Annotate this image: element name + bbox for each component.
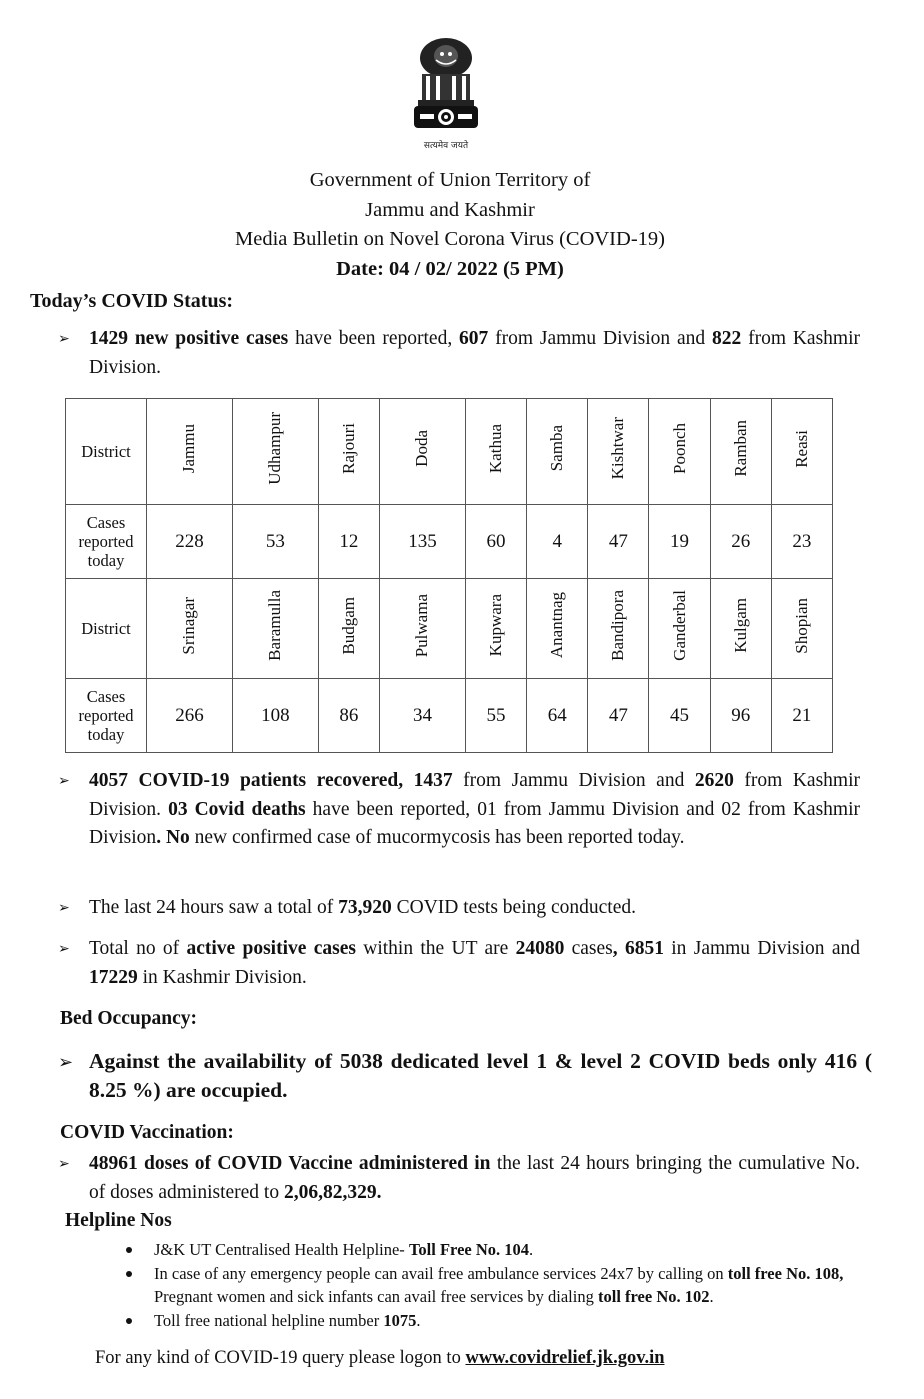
district-cell bbox=[588, 579, 649, 679]
list-item bbox=[120, 1262, 880, 1309]
footer-text: For any kind of COVID-19 query please logon to bbox=[95, 1348, 466, 1368]
helpline-number: 1075 bbox=[383, 1310, 417, 1330]
district-name: Poonch bbox=[669, 423, 689, 474]
district-cell bbox=[318, 399, 379, 505]
header-line-3: Media Bulletin on Novel Corona Virus (COVID-19) bbox=[235, 228, 665, 250]
mucormycosis-no: . No bbox=[156, 827, 190, 848]
tests-item bbox=[60, 894, 860, 923]
bulletin-header bbox=[0, 166, 900, 284]
header-line-2: Jammu and Kashmir bbox=[365, 198, 535, 221]
cases-cell: 26 bbox=[710, 505, 771, 579]
arrow-bullet-icon: ➢ bbox=[58, 1052, 74, 1073]
active-cases-item bbox=[60, 935, 860, 992]
district-cell bbox=[527, 579, 588, 679]
district-name: Samba bbox=[547, 425, 567, 472]
district-name: Ganderbal bbox=[669, 590, 689, 661]
text: . bbox=[416, 1310, 421, 1330]
cases-cell: 34 bbox=[380, 679, 466, 753]
district-cell bbox=[232, 579, 318, 679]
cases-cell: 266 bbox=[147, 679, 233, 753]
cases-cell: 19 bbox=[649, 505, 710, 579]
jammu-new-cases: 607 bbox=[459, 328, 489, 349]
district-name: Kishtwar bbox=[608, 417, 628, 480]
text: from Kashmir Division. bbox=[89, 770, 860, 820]
text: cases bbox=[564, 938, 613, 959]
text: from Kashmir Division. bbox=[89, 328, 860, 378]
text: . bbox=[529, 1240, 534, 1259]
text: The last 24 hours saw a total of bbox=[89, 897, 339, 918]
cases-cell: 96 bbox=[710, 679, 771, 753]
district-cell bbox=[527, 399, 588, 505]
district-name: Budgam bbox=[338, 596, 358, 655]
bullet-dot-icon bbox=[126, 1318, 132, 1324]
text: in Jammu Division and bbox=[663, 938, 860, 959]
kashmir-new-cases: 822 bbox=[712, 328, 742, 349]
district-name: Ramban bbox=[730, 420, 750, 477]
tests-count: 73,920 bbox=[338, 897, 392, 918]
bed-occupancy-title: Bed Occupancy: bbox=[60, 1008, 198, 1029]
new-cases-item bbox=[60, 325, 860, 382]
district-name: Srinagar bbox=[179, 596, 199, 655]
bullet-dot-icon bbox=[126, 1247, 132, 1253]
district-name: Kupwara bbox=[486, 594, 506, 657]
arrow-bullet-icon: ➢ bbox=[58, 941, 70, 957]
kashmir-recovered: 2620 bbox=[694, 770, 734, 791]
cases-cell: 47 bbox=[588, 505, 649, 579]
bulletin-date: Date: 04 / 02/ 2022 (5 PM) bbox=[336, 257, 564, 280]
recovered-item bbox=[60, 767, 860, 853]
arrow-bullet-icon: ➢ bbox=[58, 331, 70, 347]
text: active positive cases bbox=[186, 938, 356, 959]
arrow-bullet-icon: ➢ bbox=[58, 1156, 70, 1172]
district-cell bbox=[710, 399, 771, 505]
table-row bbox=[66, 679, 833, 753]
bed-occupancy-text: Against the availability of 5038 dedicated level 1 & level 2 COVID beds only 416 ( 8.25 %) are occupied. bbox=[89, 1049, 872, 1102]
cases-cell: 86 bbox=[318, 679, 379, 753]
text: J&K UT Centralised Health Helpline- bbox=[154, 1240, 409, 1259]
text: Total no of bbox=[89, 938, 187, 959]
list-item bbox=[120, 1238, 880, 1262]
district-name: Reasi bbox=[791, 429, 811, 468]
district-cell bbox=[465, 579, 526, 679]
table-row bbox=[66, 505, 833, 579]
active-total: 24080 bbox=[515, 938, 565, 959]
active-jammu: , 6851 bbox=[612, 938, 664, 959]
cases-cell: 55 bbox=[465, 679, 526, 753]
doses-cumulative: 2,06,82,329. bbox=[283, 1181, 382, 1203]
text: the last 24 hours bringing the cumulative No. of doses administered to bbox=[89, 1153, 860, 1203]
list-item bbox=[120, 1309, 880, 1333]
district-name: Baramulla bbox=[265, 590, 285, 661]
helpline-number: toll free No. 108, bbox=[727, 1263, 844, 1283]
district-name: Jammu bbox=[179, 423, 199, 474]
arrow-bullet-icon: ➢ bbox=[58, 900, 70, 916]
district-name: Pulwama bbox=[412, 593, 432, 658]
bullet-dot-icon bbox=[126, 1271, 132, 1277]
active-kashmir: 17229 bbox=[89, 966, 138, 988]
district-cell bbox=[771, 399, 832, 505]
cases-cell: 23 bbox=[771, 505, 832, 579]
footer bbox=[95, 1348, 665, 1369]
text: in Kashmir Division. bbox=[137, 966, 307, 988]
district-cell bbox=[649, 579, 710, 679]
district-cell bbox=[232, 399, 318, 505]
status-title: Today’s COVID Status: bbox=[30, 290, 234, 312]
cases-cell: 4 bbox=[527, 505, 588, 579]
district-cell bbox=[380, 579, 466, 679]
header-line-1: Government of Union Territory of bbox=[309, 169, 591, 191]
cases-cell: 135 bbox=[380, 505, 466, 579]
table-row bbox=[66, 399, 833, 505]
district-name: Kulgam bbox=[730, 598, 750, 653]
text: COVID tests being conducted. bbox=[391, 897, 636, 918]
arrow-bullet-icon: ➢ bbox=[58, 773, 70, 789]
cases-cell: 228 bbox=[147, 505, 233, 579]
vaccination-item bbox=[60, 1150, 860, 1207]
text: within the UT are bbox=[355, 938, 516, 959]
district-cell bbox=[649, 399, 710, 505]
text: have been reported, bbox=[288, 328, 460, 349]
district-name: Shopian bbox=[791, 597, 811, 654]
text: Toll free national helpline number bbox=[154, 1310, 384, 1330]
district-cell bbox=[588, 399, 649, 505]
doses-today: 48961 doses of COVID Vaccine administered in bbox=[89, 1153, 491, 1174]
text: from Jammu Division and bbox=[452, 770, 695, 791]
helpline-list bbox=[120, 1238, 880, 1332]
table-row bbox=[66, 579, 833, 679]
district-cell bbox=[380, 399, 466, 505]
text: In case of any emergency people can avail free ambulance services 24x7 by calling on bbox=[154, 1263, 728, 1283]
recovered-count: 4057 COVID-19 patients recovered, 1437 bbox=[89, 770, 453, 791]
cases-cell: 53 bbox=[232, 505, 318, 579]
new-cases-count: 1429 new positive cases bbox=[89, 328, 289, 349]
district-label: District bbox=[66, 579, 147, 679]
district-cell bbox=[318, 579, 379, 679]
district-cases-table bbox=[65, 398, 833, 753]
cases-label: Cases reported today bbox=[66, 679, 147, 753]
helpline-number: Toll Free No. 104 bbox=[408, 1240, 530, 1259]
helpline-number: toll free No. 102 bbox=[597, 1287, 710, 1306]
district-label: District bbox=[66, 399, 147, 505]
district-cell bbox=[147, 399, 233, 505]
national-emblem-icon bbox=[396, 30, 496, 155]
text: new confirmed case of mucormycosis has been reported today. bbox=[189, 827, 685, 848]
text: have been reported, 01 from Jammu Division and 02 from Kashmir Division bbox=[89, 798, 860, 848]
cases-cell: 21 bbox=[771, 679, 832, 753]
cases-cell: 60 bbox=[465, 505, 526, 579]
district-name: Bandipora bbox=[608, 590, 628, 661]
district-name: Rajouri bbox=[338, 423, 358, 474]
covid-relief-link[interactable]: www.covidrelief.jk.gov.in bbox=[465, 1348, 665, 1368]
district-cell bbox=[465, 399, 526, 505]
cases-cell: 47 bbox=[588, 679, 649, 753]
district-name: Doda bbox=[412, 430, 432, 467]
cases-cell: 12 bbox=[318, 505, 379, 579]
cases-cell: 108 bbox=[232, 679, 318, 753]
cases-cell: 45 bbox=[649, 679, 710, 753]
cases-cell: 64 bbox=[527, 679, 588, 753]
district-name: Udhampur bbox=[265, 412, 285, 485]
cases-label: Cases reported today bbox=[66, 505, 147, 579]
district-cell bbox=[710, 579, 771, 679]
vaccination-title: COVID Vaccination: bbox=[60, 1122, 234, 1143]
district-name: Kathua bbox=[486, 423, 506, 474]
district-name: Anantnag bbox=[547, 592, 567, 659]
district-cell bbox=[147, 579, 233, 679]
emblem-motto: सत्यमेव जयते bbox=[423, 141, 469, 151]
text: . bbox=[709, 1287, 714, 1306]
bed-occupancy-item bbox=[60, 1047, 872, 1105]
text: from Jammu Division and bbox=[488, 328, 713, 349]
helpline-title: Helpline Nos bbox=[65, 1210, 172, 1231]
district-cell bbox=[771, 579, 832, 679]
text: Pregnant women and sick infants can avail free services by dialing bbox=[154, 1287, 598, 1306]
deaths-count: 03 Covid deaths bbox=[168, 798, 306, 820]
